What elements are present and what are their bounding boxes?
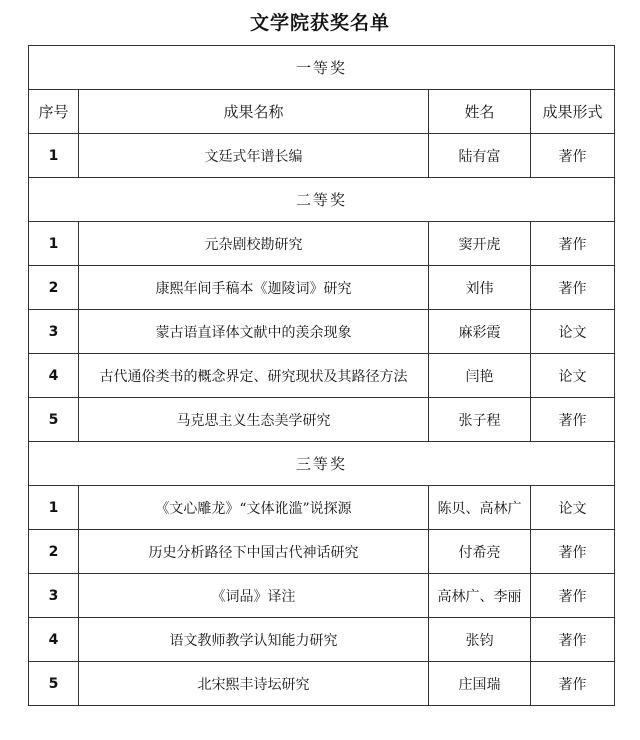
cell-name: 付希亮	[429, 530, 531, 574]
cell-no: 4	[29, 354, 79, 398]
cell-name: 闫艳	[429, 354, 531, 398]
cell-form: 论文	[531, 486, 615, 530]
table-header-row	[29, 90, 615, 134]
table-row	[29, 618, 615, 662]
cell-title: 北宋熙丰诗坛研究	[79, 662, 429, 706]
cell-form: 著作	[531, 530, 615, 574]
table-row	[29, 530, 615, 574]
table-row	[29, 486, 615, 530]
cell-name: 张钧	[429, 618, 531, 662]
table-row	[29, 134, 615, 178]
table-row	[29, 222, 615, 266]
cell-no: 1	[29, 222, 79, 266]
cell-no: 1	[29, 134, 79, 178]
cell-title: 蒙古语直译体文献中的羡余现象	[79, 310, 429, 354]
cell-no: 5	[29, 398, 79, 442]
cell-name: 陈贝、高林广	[429, 486, 531, 530]
cell-form: 著作	[531, 574, 615, 618]
cell-no: 4	[29, 618, 79, 662]
cell-name: 陆有富	[429, 134, 531, 178]
table-row	[29, 310, 615, 354]
page-title: 文学院获奖名单	[249, 12, 390, 34]
awards-table	[28, 45, 615, 706]
cell-no: 1	[29, 486, 79, 530]
cell-title: 《文心雕龙》“文体讹滥”说探源	[79, 486, 429, 530]
table-row	[29, 398, 615, 442]
cell-title: 古代通俗类书的概念界定、研究现状及其路径方法	[79, 354, 429, 398]
cell-title: 马克思主义生态美学研究	[79, 398, 429, 442]
table-row	[29, 266, 615, 310]
cell-name: 刘伟	[429, 266, 531, 310]
cell-title: 语文教师教学认知能力研究	[79, 618, 429, 662]
cell-form: 著作	[531, 266, 615, 310]
table-row	[29, 354, 615, 398]
cell-name: 高林广、李丽	[429, 574, 531, 618]
cell-form: 著作	[531, 618, 615, 662]
cell-form: 著作	[531, 662, 615, 706]
cell-no: 3	[29, 574, 79, 618]
cell-name: 麻彩霞	[429, 310, 531, 354]
section-row-second-prize	[29, 178, 615, 222]
cell-name: 庄国瑞	[429, 662, 531, 706]
table-row	[29, 662, 615, 706]
section-label: 二等奖	[29, 178, 615, 222]
cell-form: 著作	[531, 222, 615, 266]
cell-title: 历史分析路径下中国古代神话研究	[79, 530, 429, 574]
header-name: 姓名	[429, 90, 531, 134]
cell-form: 论文	[531, 310, 615, 354]
cell-no: 2	[29, 266, 79, 310]
cell-no: 2	[29, 530, 79, 574]
cell-title: 康熙年间手稿本《迦陵词》研究	[79, 266, 429, 310]
section-label: 一等奖	[29, 46, 615, 90]
header-title: 成果名称	[79, 90, 429, 134]
cell-form: 论文	[531, 354, 615, 398]
cell-form: 著作	[531, 134, 615, 178]
header-no: 序号	[29, 90, 79, 134]
table-row	[29, 574, 615, 618]
cell-form: 著作	[531, 398, 615, 442]
cell-no: 5	[29, 662, 79, 706]
section-row-third-prize	[29, 442, 615, 486]
cell-no: 3	[29, 310, 79, 354]
cell-name: 窦开虎	[429, 222, 531, 266]
section-label: 三等奖	[29, 442, 615, 486]
cell-title: 元杂剧校勘研究	[79, 222, 429, 266]
cell-title: 文廷式年谱长编	[79, 134, 429, 178]
header-form: 成果形式	[531, 90, 615, 134]
cell-name: 张子程	[429, 398, 531, 442]
cell-title: 《词品》译注	[79, 574, 429, 618]
section-row-first-prize	[29, 46, 615, 90]
